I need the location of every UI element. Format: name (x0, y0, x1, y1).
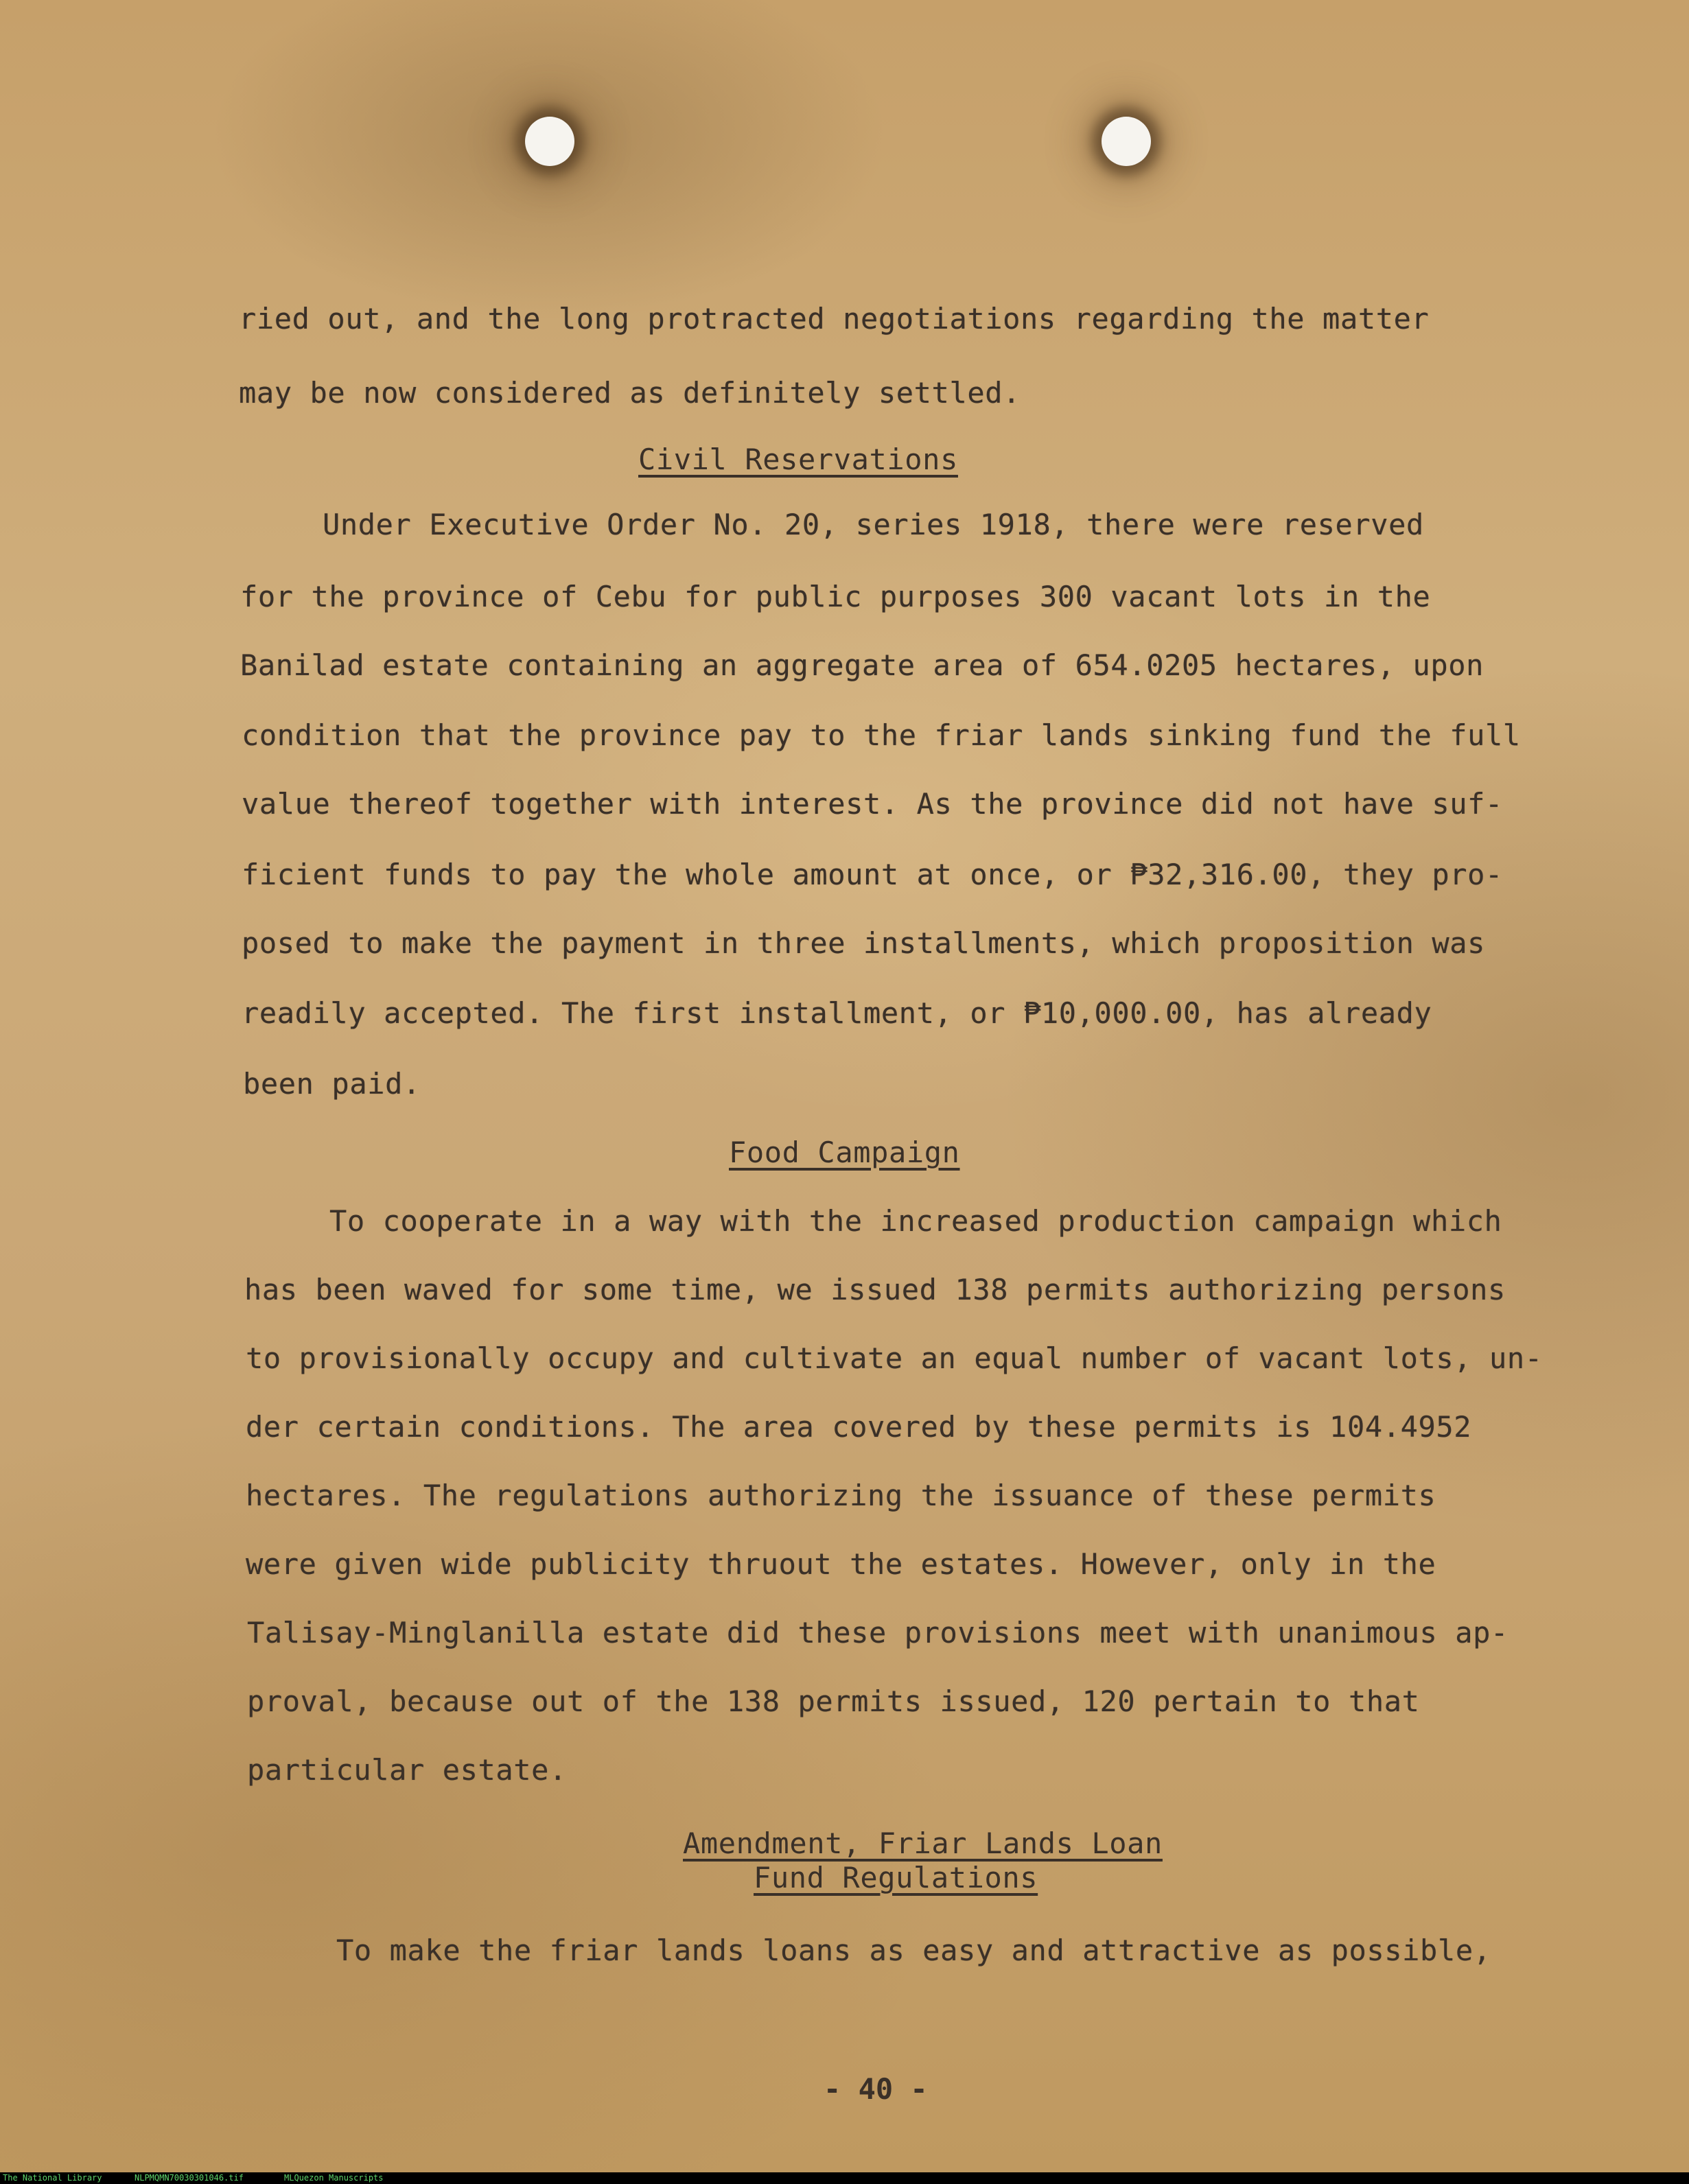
text-line: Talisay-Minglanilla estate did these provisions meet with unanimous ap- (247, 1616, 1509, 1649)
text-line: condition that the province pay to the friar lands sinking fund the full (242, 718, 1521, 752)
text-line: readily accepted. The first installment, or ₱10,000.00, has already (242, 996, 1432, 1030)
footer-collection: MLQuezon Manuscripts (284, 2173, 384, 2183)
text-line: for the province of Cebu for public purposes 300 vacant lots in the (240, 580, 1431, 613)
page-number: - 40 - (824, 2072, 928, 2106)
footer-library: The National Library (3, 2173, 102, 2183)
text-line: ried out, and the long protracted negotiations regarding the matter (239, 302, 1430, 336)
text-line: been paid. (243, 1067, 421, 1101)
punch-hole-left (525, 117, 574, 166)
text-line: To make the friar lands loans as easy and attractive as possible, (336, 1934, 1491, 1967)
heading-amendment-line1: Amendment, Friar Lands Loan (683, 1827, 1163, 1860)
text-line: may be now considered as definitely settled. (239, 376, 1021, 410)
text-line: der certain conditions. The area covered by these permits is 104.4952 (246, 1410, 1472, 1444)
text-line: hectares. The regulations authorizing the issuance of these permits (246, 1479, 1436, 1512)
text-line: proval, because out of the 138 permits issued, 120 pertain to that (247, 1684, 1420, 1718)
text-line: has been waved for some time, we issued 138 permits authorizing persons (244, 1273, 1506, 1306)
text-line: To cooperate in a way with the increased production campaign which (329, 1204, 1502, 1238)
footer-file: NLPMQMN70030301046.tif (135, 2173, 244, 2183)
text-line: value thereof together with interest. As the province did not have suf- (242, 787, 1503, 821)
text-line: were given wide publicity thruout the estates. However, only in the (246, 1547, 1436, 1581)
heading-food-campaign: Food Campaign (729, 1136, 960, 1169)
text-line: Under Executive Order No. 20, series 1918, there were reserved (323, 508, 1424, 541)
scan-footer (0, 2172, 1689, 2184)
heading-civil-reservations: Civil Reservations (638, 443, 958, 476)
punch-hole-right (1102, 117, 1151, 166)
text-line: ficient funds to pay the whole amount at once, or ₱32,316.00, they pro- (242, 858, 1503, 891)
text-line: to provisionally occupy and cultivate an equal number of vacant lots, un- (246, 1341, 1543, 1375)
text-line: Banilad estate containing an aggregate area of 654.0205 hectares, upon (240, 648, 1484, 682)
heading-amendment-line2: Fund Regulations (754, 1861, 1038, 1894)
text-line: posed to make the payment in three installments, which proposition was (242, 926, 1486, 960)
text-line: particular estate. (247, 1753, 567, 1787)
